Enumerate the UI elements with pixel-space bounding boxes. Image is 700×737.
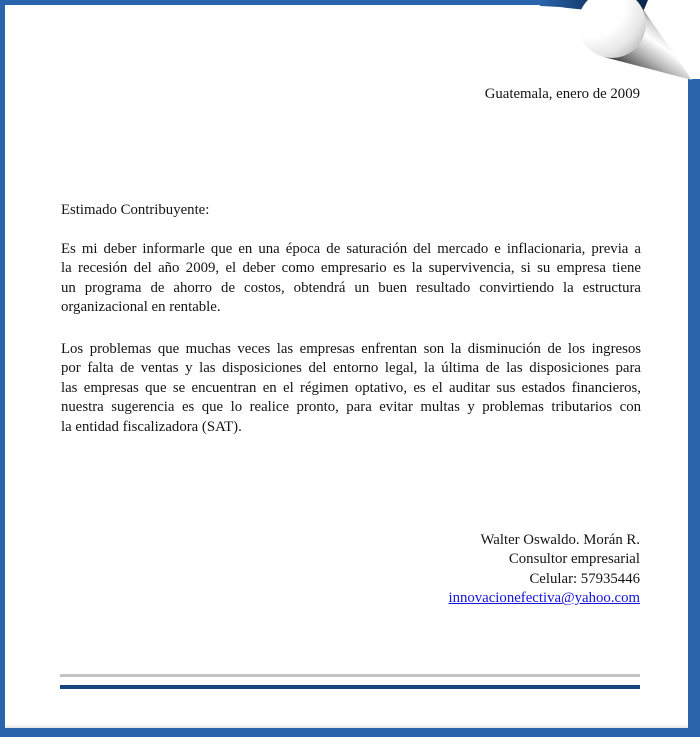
signature-phone: Celular: 57935446 — [529, 570, 640, 587]
salutation: Estimado Contribuyente: — [61, 202, 210, 218]
paragraph-line: las empresas que se encuentran en el régimen optativo, es el auditar sus estados financieros, — [61, 379, 641, 396]
paragraph-line: la recesión del año 2009, el deber como empresario es la supervivencia, si su empresa tiene — [61, 260, 641, 277]
paragraph — [61, 340, 641, 437]
footer-divider-gray — [60, 674, 640, 677]
paragraph-line: la entidad fiscalizadora (SAT). — [61, 418, 242, 435]
paragraph-line: por falta de ventas y las disposiciones del entorno legal, la última de las disposiciones para — [61, 360, 641, 377]
paragraph — [61, 240, 641, 318]
page-bottom-shadow — [5, 724, 688, 728]
paragraph-line: un programa de ahorro de costos, obtendrá un buen resultado convirtiendo la estructura — [61, 279, 641, 296]
date-line: Guatemala, enero de 2009 — [484, 86, 640, 102]
signature-title: Consultor empresarial — [508, 551, 640, 568]
footer-divider-blue — [60, 685, 640, 689]
paragraph-line: Es mi deber informarle que en una época de saturación del mercado e inflacionaria, previa a — [61, 241, 641, 257]
letter-page — [5, 5, 688, 728]
paragraph-line: Los problemas que muchas veces las empresas enfrentan son la disminución de los ingresos — [61, 341, 641, 357]
paragraph-line: nuestra sugerencia es que lo realice pronto, para evitar multas y problemas tributarios con — [61, 399, 641, 416]
paragraph-line: organizacional en rentable. — [61, 299, 221, 316]
email-link[interactable]: innovacionefectiva@yahoo.com — [448, 590, 640, 607]
page-curl-icon — [540, 0, 700, 112]
signature-name: Walter Oswaldo. Morán R. — [480, 532, 640, 548]
signature-block — [448, 531, 640, 609]
